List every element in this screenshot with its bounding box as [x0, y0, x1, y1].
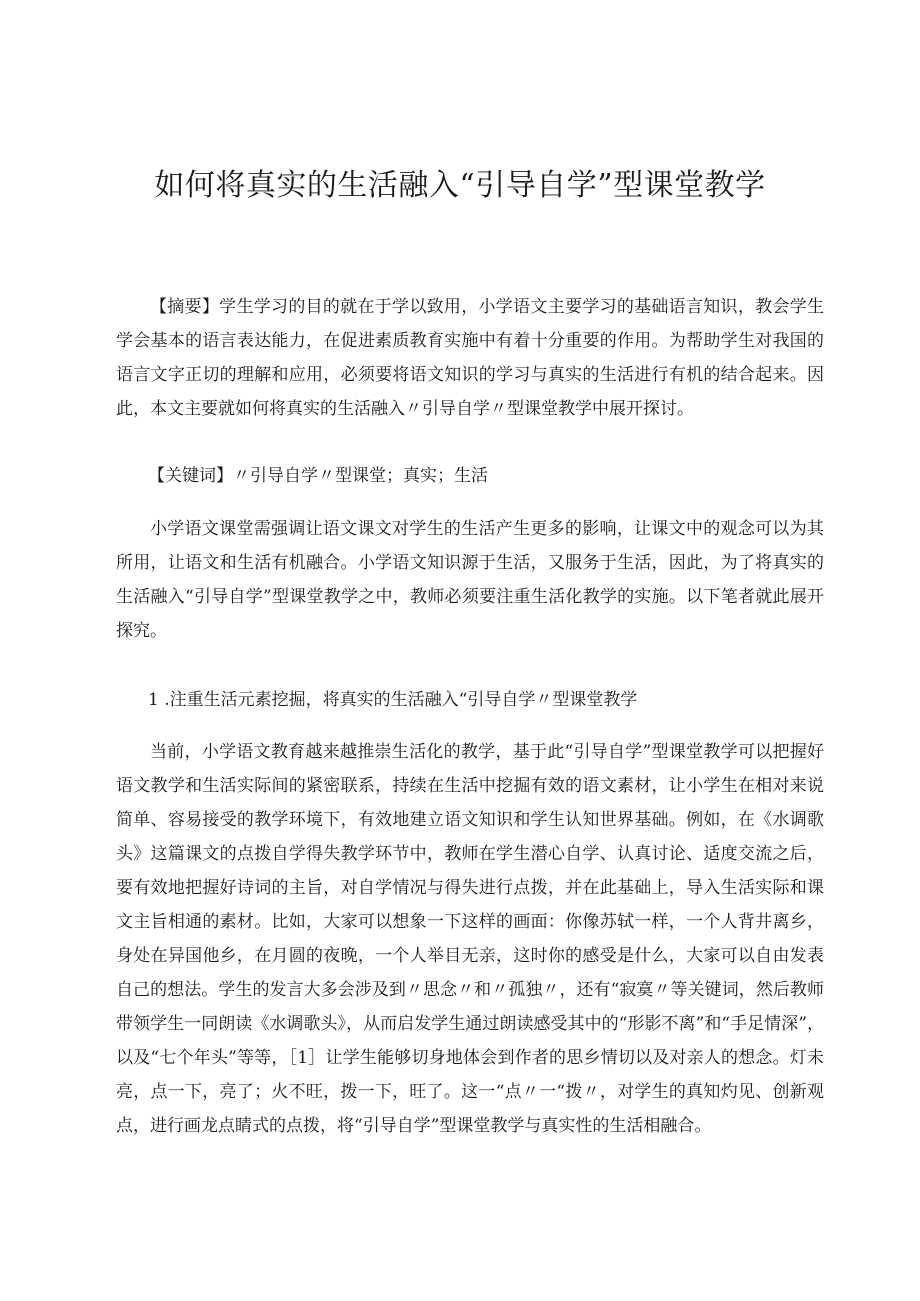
section-heading: 1 .注重生活元素挖掘，将真实的生活融入“引导自学〃型课堂教学: [148, 690, 638, 710]
section-body-paragraph: 当前，小学语文教育越来越推崇生活化的教学，基于此“引导自学”型课堂教学可以把握好语文教学和生活实际间的紧密联系，持续在生活中挖掘有效的语文素材，让小学生在相对来说简单、容易接受的教学环境下，有效地建立语文知识和学生认知世界基础。例如，在《水调歌头》这篇课文的点拨自学得失教学环节中，教师在学生潜心自学、认真讨论、适度交流之后，要有效地把握好诗词的主旨，对自学情况与得失进行点拨，并在此基础上，导入生活实际和课文主旨相通的素材。比如，大家可以想象一下这样的画面：你像苏轼一样，一个人背井离乡，身处在异国他乡，在月圆的夜晚，一个人举目无亲，这时你的感受是什么，大家可以自由发表自己的想法。学生的发言大多会涉及到〃思念〃和〃孤独〃，还有“寂寞〃等关键词，然后教师带领学生一同朗读《水调歌头》，从而启发学生通过朗读感受其中的“形影不离”和“手足情深”，以及“七个年头”等等，［1］让学生能够切身地体会到作者的思乡情切以及对亲人的想念。灯未亮，点一下，亮了；火不旺，拨一下，旺了。这一“点〃一“拨〃，对学生的真知灼见、创新观点，进行画龙点睛式的点拨，将“引导自学”型课堂教学与真实性的生活相融合。: [116, 742, 824, 1136]
document-title: 如何将真实的生活融入“引导自学”型课堂教学: [154, 168, 766, 203]
intro-paragraph: 小学语文课堂需强调让语文课文对学生的生活产生更多的影响，让课文中的观念可以为其所用，让语文和生活有机融合。小学语文知识源于生活，又服务于生活，因此，为了将真实的生活融入“引导自学”型课堂教学之中，教师必须要注重生活化教学的实施。以下笔者就此展开探究。: [116, 519, 824, 641]
abstract-paragraph: 【摘要】学生学习的目的就在于学以致用，小学语文主要学习的基础语言知识，教会学生学会基本的语言表达能力，在促进素质教育实施中有着十分重要的作用。为帮助学生对我国的语言文字正切的理解和应用，必须要将语文知识的学习与真实的生活进行有机的结合起来。因此，本文主要就如何将真实的生活融入〃引导自学〃型课堂教学中展开探讨。: [116, 297, 824, 419]
keywords-line: 【关键词】〃引导自学〃型课堂；真实；生活: [148, 466, 488, 486]
